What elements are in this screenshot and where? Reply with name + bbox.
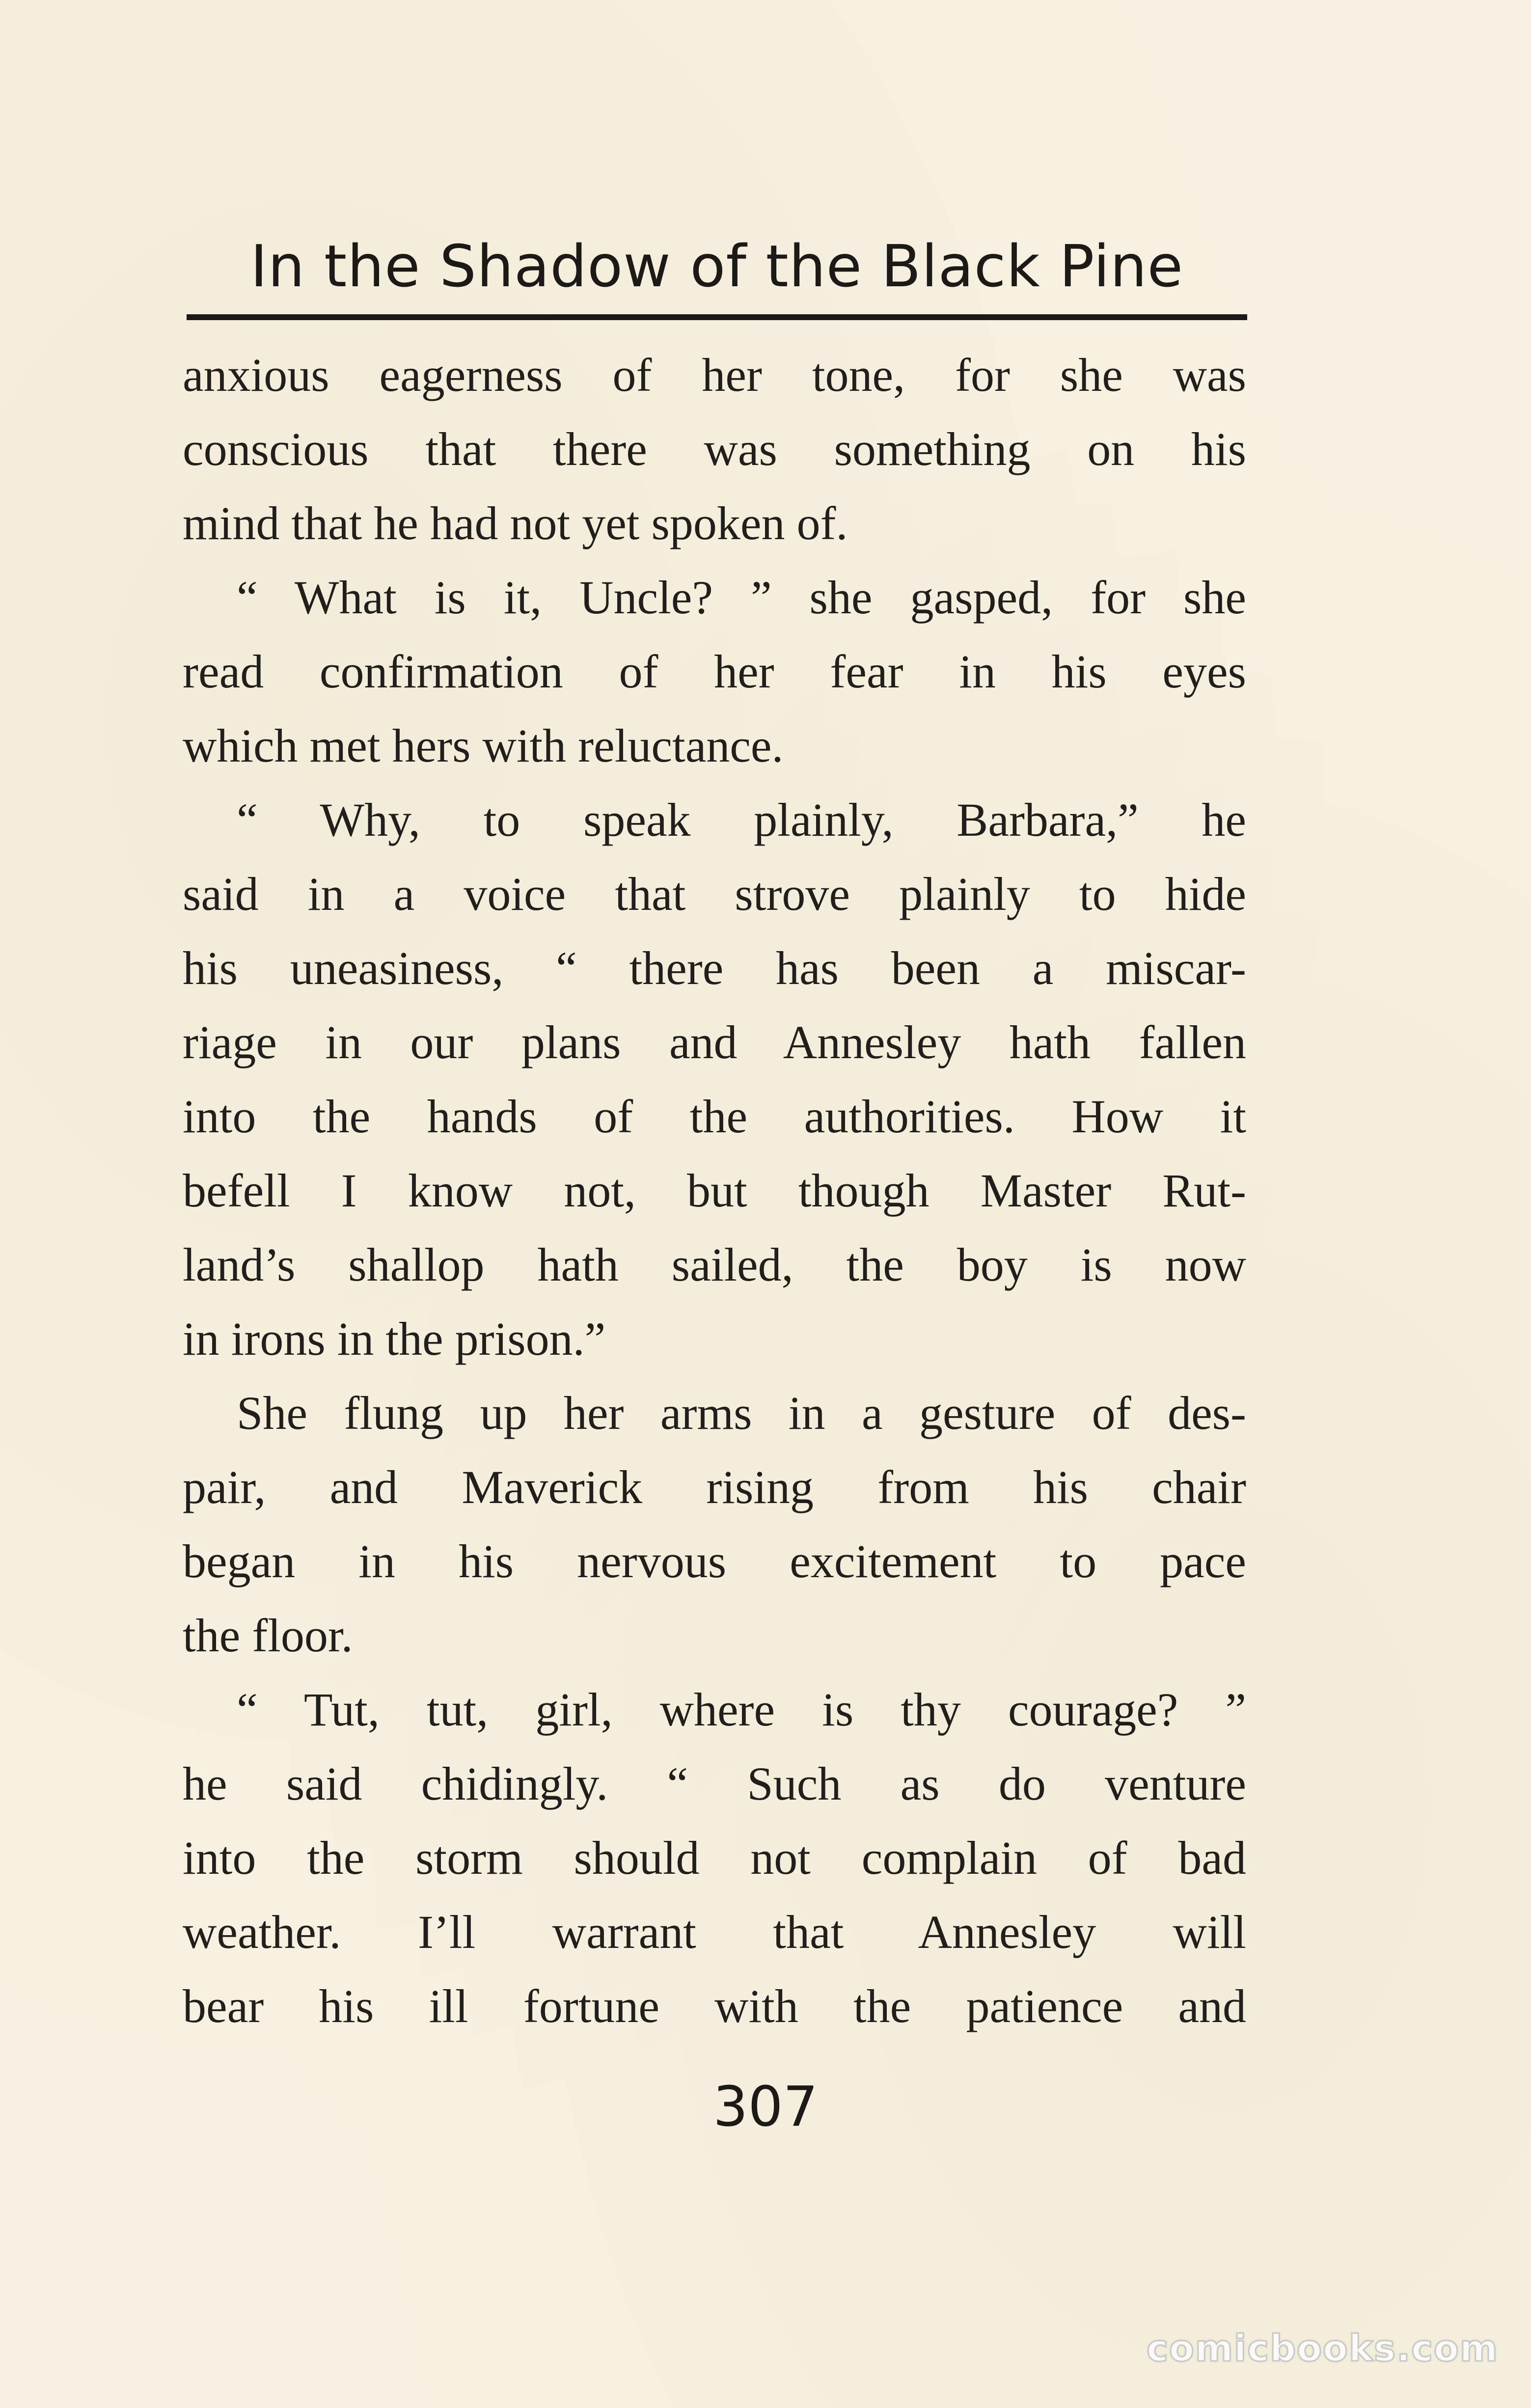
text-line: mind that he had not yet spoken of. [183,497,848,549]
body-text [183,338,1246,2043]
text-line: conscious that there was something on his [183,423,1246,475]
text-line: in irons in the prison.” [183,1313,606,1365]
text-line: which met hers with reluctance. [183,719,784,772]
text-line: into the storm should not complain of bad [183,1832,1246,1884]
text-line: pair, and Maverick rising from his chair [183,1461,1246,1513]
text-line: She flung up her arms in a gesture of des- [237,1387,1246,1439]
text-line: “ Why, to speak plainly, Barbara,” he [237,794,1246,846]
text-line: riage in our plans and Annesley hath fallen [183,1016,1246,1068]
text-line: weather. I’ll warrant that Annesley will [183,1906,1246,1958]
text-line: he said chidingly. “ Such as do venture [183,1757,1246,1810]
text-line: into the hands of the authorities. How it [183,1090,1246,1143]
text-line: “ What is it, Uncle? ” she gasped, for she [237,571,1246,624]
text-line: anxious eagerness of her tone, for she was [183,349,1246,401]
running-head: In the Shadow of the Black Pine [250,232,1184,300]
text-line: land’s shallop hath sailed, the boy is now [183,1238,1246,1291]
page-number: 307 [713,2075,818,2139]
text-line: befell I know not, but though Master Rut- [183,1164,1246,1217]
text-line: “ Tut, tut, girl, where is thy courage? ” [237,1683,1246,1736]
text-line: began in his nervous excitement to pace [183,1535,1246,1587]
text-line: bear his ill fortune with the patience and [183,1980,1246,2032]
watermark: comicbooks.com [1147,2327,1499,2370]
header-rule [187,314,1247,320]
text-line: the floor. [183,1609,353,1662]
text-line: said in a voice that strove plainly to hide [183,868,1246,920]
text-line: his uneasiness, “ there has been a miscar- [183,942,1246,994]
text-line: read confirmation of her fear in his eyes [183,645,1246,698]
